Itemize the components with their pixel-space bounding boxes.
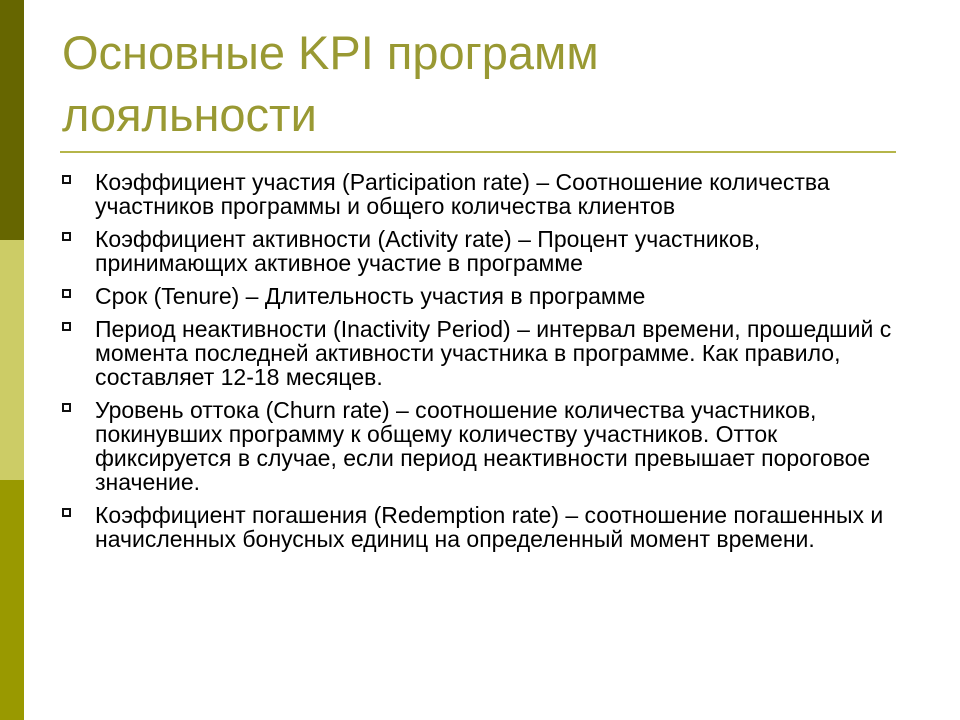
title-divider (60, 151, 896, 153)
side-bar-segment-bottom (0, 480, 24, 720)
square-bullet-icon (62, 508, 71, 517)
square-bullet-icon (62, 175, 71, 184)
square-bullet-icon (62, 322, 71, 331)
bullet-item-activity-rate (60, 227, 900, 275)
bullet-text: Уровень оттока (Churn rate) – соотношение количества участников, покинувших программу к общему количеству участников. Отток фиксируется в случае, если период неактивности превышает пороговое значение. (95, 397, 871, 495)
bullet-text: Период неактивности (Inactivity Period) – интервал времени, прошедший с момента последней активности участника в программе. Как правило, составляет 12-18 месяцев. (95, 316, 892, 390)
bullet-text: Коэффициент участия (Participation rate) – Соотношение количества участников программы и общего количества клиентов (95, 169, 830, 219)
slide-title-line-2: лояльности (62, 88, 317, 141)
bullet-item-redemption-rate (60, 503, 900, 551)
bullet-text: Коэффициент активности (Activity rate) – Процент участников, принимающих активное участие в программе (95, 226, 761, 276)
square-bullet-icon (62, 403, 71, 412)
side-bar-segment-middle (0, 240, 24, 480)
bullet-text: Коэффициент погашения (Redemption rate) – соотношение погашенных и начисленных бонусных единиц на определенный момент времени. (95, 502, 884, 552)
bullet-item-inactivity-period (60, 317, 900, 389)
bullet-text: Срок (Tenure) – Длительность участия в программе (95, 283, 646, 309)
slide-title (62, 22, 922, 146)
slide-title-line-1: Основные KPI программ (62, 26, 599, 79)
bullet-list (60, 170, 900, 560)
square-bullet-icon (62, 289, 71, 298)
square-bullet-icon (62, 232, 71, 241)
side-accent-bar (0, 0, 24, 720)
bullet-item-tenure (60, 284, 900, 308)
bullet-item-churn-rate (60, 398, 900, 494)
bullet-item-participation-rate (60, 170, 900, 218)
side-bar-segment-top (0, 0, 24, 240)
